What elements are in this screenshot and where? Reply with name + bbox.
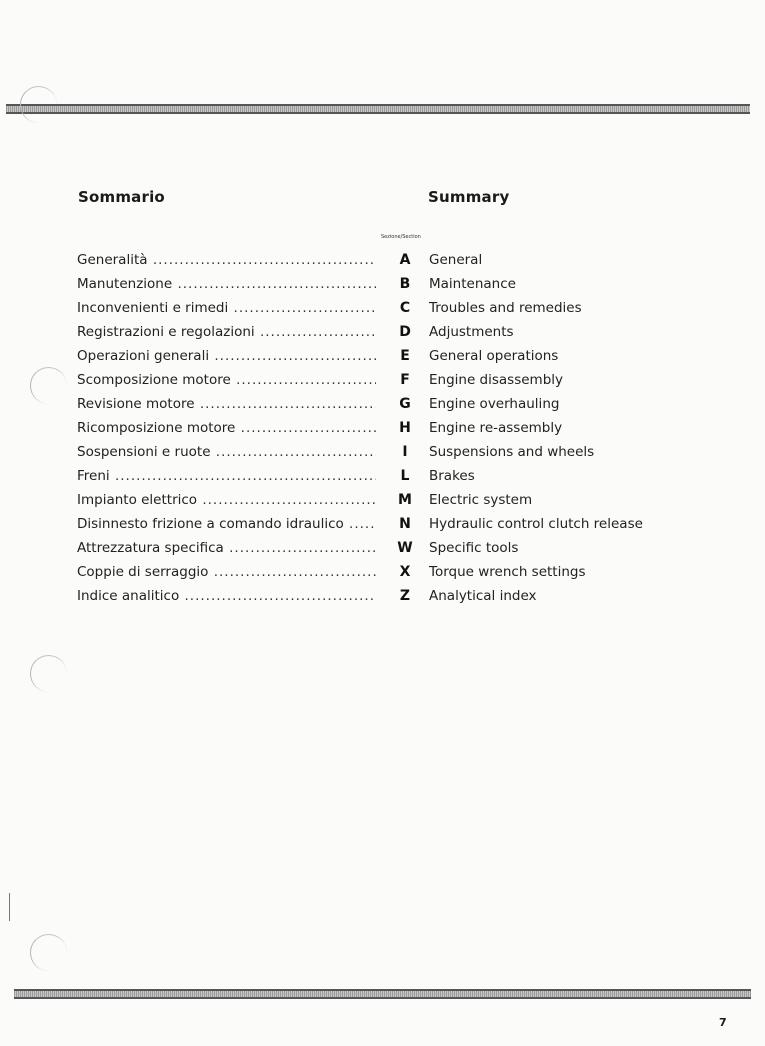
toc-english-title: Troubles and remedies	[429, 300, 582, 316]
toc-section-letter: C	[399, 300, 411, 316]
toc-english-title: Maintenance	[429, 276, 516, 292]
toc-row[interactable]	[0, 248, 765, 272]
toc-row[interactable]	[0, 344, 765, 368]
toc-section-letter: L	[400, 468, 410, 484]
toc-english-title: Adjustments	[429, 324, 514, 340]
toc-row[interactable]	[0, 440, 765, 464]
heading-italian: Sommario	[78, 188, 165, 206]
toc-english-title: Engine disassembly	[429, 372, 564, 388]
bottom-rule	[14, 989, 751, 999]
toc-italian-title: Impianto elettrico .....	[77, 488, 376, 512]
toc-row[interactable]	[0, 488, 765, 512]
toc-italian-title: Indice analitico .....	[77, 584, 376, 608]
toc-english-title: Specific tools	[429, 540, 519, 556]
toc-italian-title: Generalità .....	[77, 248, 376, 272]
toc-row[interactable]	[0, 272, 765, 296]
toc-row[interactable]	[0, 416, 765, 440]
toc-row[interactable]	[0, 296, 765, 320]
toc-row[interactable]	[0, 584, 765, 608]
top-rule	[6, 104, 750, 114]
toc-row[interactable]	[0, 560, 765, 584]
toc-italian-title: Scomposizione motore .....	[77, 368, 376, 392]
heading-english: Summary	[428, 188, 510, 206]
punch-hole-middle	[30, 655, 67, 692]
toc-section-letter: A	[399, 252, 411, 268]
toc-english-title: General operations	[429, 348, 559, 364]
toc-section-letter: M	[398, 492, 412, 508]
toc-english-title: Analytical index	[429, 588, 537, 604]
toc-italian-title: Coppie di serraggio .....	[77, 560, 376, 584]
toc-row[interactable]	[0, 536, 765, 560]
toc-row[interactable]	[0, 320, 765, 344]
toc-italian-title: Attrezzatura specifica .....	[77, 536, 376, 560]
toc-section-letter: X	[399, 564, 411, 580]
toc-section-letter: F	[400, 372, 410, 388]
toc-row[interactable]	[0, 464, 765, 488]
punch-hole-top	[20, 86, 57, 123]
toc-italian-title: Sospensioni e ruote .....	[77, 440, 376, 464]
toc-english-title: Suspensions and wheels	[429, 444, 595, 460]
toc-italian-title: Operazioni generali .....	[77, 344, 376, 368]
page-number: 7	[719, 1016, 727, 1029]
toc-row[interactable]	[0, 368, 765, 392]
toc-italian-title: Ricomposizione motore .....	[77, 416, 376, 440]
toc-english-title: Brakes	[429, 468, 475, 484]
toc-italian-title: Freni .....	[77, 464, 376, 488]
toc-section-letter: H	[399, 420, 411, 436]
toc-section-letter: D	[399, 324, 411, 340]
toc-italian-title: Disinnesto frizione a comando idraulico .....	[77, 512, 376, 536]
toc-section-letter: W	[397, 540, 413, 556]
toc-english-title: Engine re-assembly	[429, 420, 563, 436]
toc-section-letter: B	[399, 276, 411, 292]
section-column-label: Sezione/Section	[381, 234, 421, 240]
toc-italian-title: Inconvenienti e rimedi .....	[77, 296, 376, 320]
toc-section-letter: G	[399, 396, 411, 412]
margin-mark	[9, 893, 10, 921]
toc-section-letter: I	[402, 444, 408, 460]
toc-section-letter: N	[399, 516, 411, 532]
toc-english-title: Engine overhauling	[429, 396, 560, 412]
toc-italian-title: Revisione motore .....	[77, 392, 376, 416]
punch-hole-lower	[30, 934, 67, 971]
toc-italian-title: Registrazioni e regolazioni .....	[77, 320, 376, 344]
toc-english-title: General	[429, 252, 483, 268]
toc-italian-title: Manutenzione .....	[77, 272, 376, 296]
toc-english-title: Torque wrench settings	[429, 564, 586, 580]
toc-row[interactable]	[0, 392, 765, 416]
toc-english-title: Hydraulic control clutch release	[429, 516, 643, 532]
toc-row[interactable]	[0, 512, 765, 536]
toc-english-title: Electric system	[429, 492, 533, 508]
toc-section-letter: Z	[399, 588, 411, 604]
toc-section-letter: E	[400, 348, 410, 364]
